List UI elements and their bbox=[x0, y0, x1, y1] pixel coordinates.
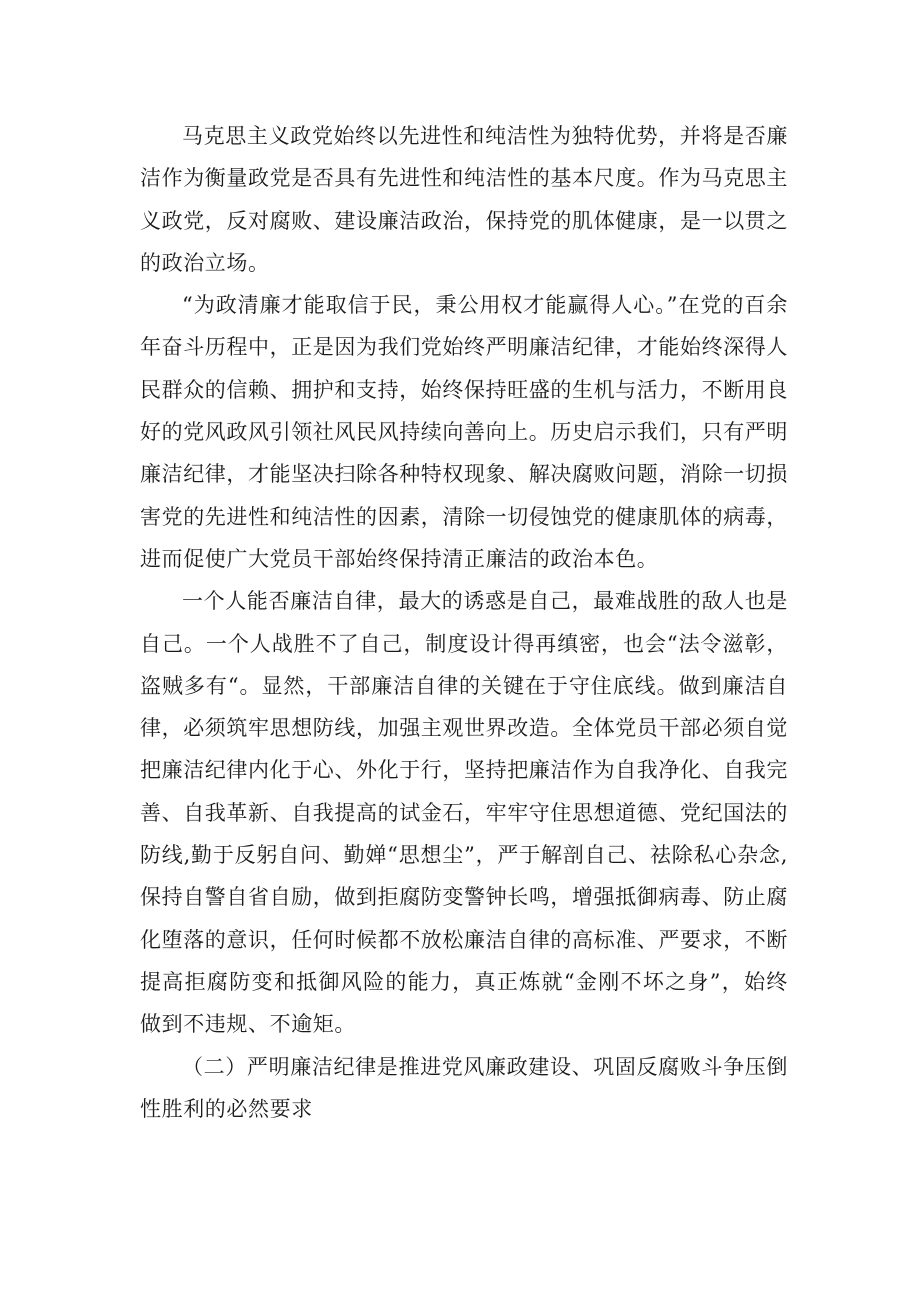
document-body bbox=[140, 115, 788, 1130]
paragraph-3: 一个人能否廉洁自律，最大的诱惑是自己，最难战胜的敌人也是自己。一个人战胜不了自己，制度设计得再缜密，也会“法令滋彰，盗贼多有“。显然，干部廉洁自律的关键在于守住底线。做到廉洁自律，必须筑牢思想防线，加强主观世界改造。全体党员干部必须自觉把廉洁纪律内化于心、外化于行，坚持把廉洁作为自我净化、自我完善、自我革新、自我提高的试金石，牢牢守住思想道德、党纪国法的防线,勤于反躬自问、勤婵“思想尘”，严于解剖自己、祛除私心杂念,保持自警自省自励，做到拒腐防变警钟长鸣，增强抵御病毒、防止腐化堕落的意识，任何时候都不放松廉洁自律的高标准、严要求，不断提高拒腐防变和抵御风险的能力，真正炼就“金刚不坏之身”，始终做到不违规、不逾矩。 bbox=[140, 589, 789, 1037]
paragraph-1: 马克思主义政党始终以先进性和纯洁性为独特优势，并将是否廉洁作为衡量政党是否具有先进性和纯洁性的基本尺度。作为马克思主义政党，反对腐败、建设廉洁政治，保持党的肌体健康，是一以贯之的政治立场。 bbox=[140, 124, 788, 275]
section-heading: （二）严明廉洁纪律是推进党风廉政建设、巩固反腐败斗争压倒性胜利的必然要求 bbox=[140, 1054, 788, 1121]
paragraph-2: “为政清廉才能取信于民，秉公用权才能赢得人心。”在党的百余年奋斗历程中，正是因为我们党始终严明廉洁纪律，才能始终深得人民群众的信赖、拥护和支持，始终保持旺盛的生机与活力，不断用良好的党风政风引领社风民风持续向善向上。历史启示我们，只有严明廉洁纪律，才能坚决扫除各种特权现象、解决腐败问题，消除一切损害党的先进性和纯洁性的因素，清除一切侵蚀党的健康肌体的病毒，进而促使广大党员干部始终保持清正廉洁的政治本色。 bbox=[140, 293, 788, 571]
